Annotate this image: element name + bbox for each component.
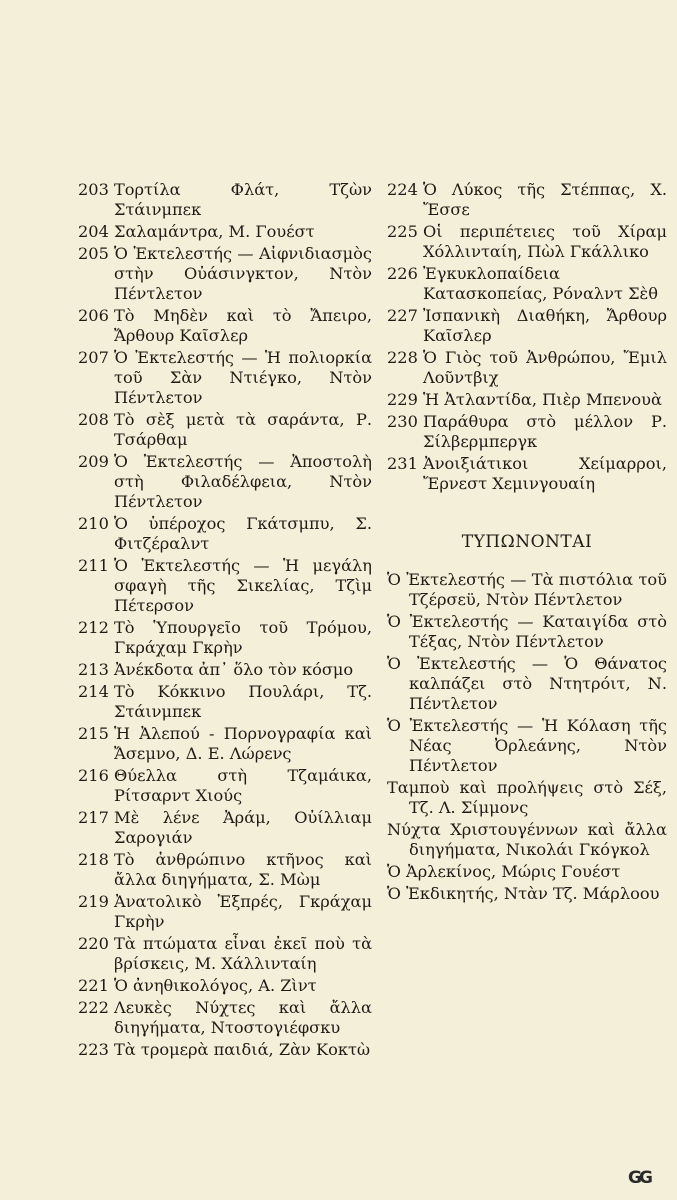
entry-number: 223 xyxy=(78,1040,109,1059)
entry-title: Τὸ Μηδὲν καὶ τὸ Ἄπειρο, Ἄρθουρ Καῖσλερ xyxy=(114,306,372,345)
entry-number: 209 xyxy=(78,452,109,471)
forthcoming-item: Νύχτα Χριστουγέννων καὶ ἄλλα διηγήματα, Νικολάι Γκόγκολ xyxy=(387,820,667,859)
entry-number: 208 xyxy=(78,410,109,429)
forthcoming-heading: ΤΥΠΩΝΟΝΤΑΙ xyxy=(461,532,593,552)
catalog-entry xyxy=(78,766,372,806)
catalog-entry xyxy=(78,724,372,764)
entry-number: 206 xyxy=(78,306,109,325)
catalog-entry xyxy=(78,222,372,242)
entry-title: Ἐγκυκλοπαίδεια Κατασκοπείας, Ρόναλντ Σὲθ xyxy=(423,264,658,303)
catalog-entry xyxy=(78,618,372,658)
catalog-entry xyxy=(387,306,667,346)
catalog-entry xyxy=(78,244,372,304)
catalog-entry xyxy=(78,306,372,346)
forthcoming-list xyxy=(387,570,667,904)
forthcoming-item: Ὁ Ἐκδικητής, Ντὰν Τζ. Μάρλοου xyxy=(387,884,660,903)
entry-title: Τὸ Ὑπουργεῖο τοῦ Τρόμου, Γκράχαμ Γκρὴν xyxy=(114,618,372,657)
entry-number: 207 xyxy=(78,348,109,367)
entry-title: Τὰ πτώματα εἶναι ἐκεῖ ποὺ τὰ βρίσκεις, Μ. Χάλλινταίη xyxy=(114,934,372,973)
entry-title: Ἡ Ἀλεπού - Πορνογραφία καὶ Ἄσεμνο, Δ. Ε. Λώρενς xyxy=(114,724,372,763)
entry-title: Ὁ Γιὸς τοῦ Ἀνθρώπου, Ἔμιλ Λοῦντβιχ xyxy=(423,348,667,387)
forthcoming-item: Ταμποὺ καὶ προλήψεις στὸ Σέξ, Τζ. Λ. Σίμμονς xyxy=(387,778,667,817)
entry-number: 203 xyxy=(78,180,109,199)
forthcoming-item: Ὁ Ἀρλεκίνος, Μώρις Γουέστ xyxy=(387,862,621,881)
entry-title: Θύελλα στὴ Τζαμάικα, Ρίτσαρντ Χιούς xyxy=(114,766,372,805)
entry-number: 205 xyxy=(78,244,109,263)
entry-number: 215 xyxy=(78,724,109,743)
catalog-entry xyxy=(78,976,372,996)
entry-number: 216 xyxy=(78,766,109,785)
catalog-entry xyxy=(78,934,372,974)
catalog-entry xyxy=(387,222,667,262)
forthcoming-item: Ὁ Ἐκτελεστής — Ἡ Κόλαση τῆς Νέας Ὀρλεάνης, Ντὸν Πέντλετον xyxy=(387,716,667,775)
forthcoming-item: Ὁ Ἐκτελεστής — Ὁ Θάνατος καλπάζει στὸ Ντητρόιτ, Ν. Πέντλετον xyxy=(387,654,667,713)
catalog-entry xyxy=(387,180,667,220)
catalog-entry xyxy=(387,264,667,304)
entry-number: 229 xyxy=(387,390,418,409)
entry-number: 221 xyxy=(78,976,109,995)
entry-title: Τορτίλα Φλάτ, Τζὼν Στάινμπεκ xyxy=(114,180,372,219)
catalog-right-column xyxy=(387,180,667,906)
entry-title: Τὸ ἀνθρώπινο κτῆνος καὶ ἄλλα διηγήματα, Σ. Μὼμ xyxy=(114,850,372,889)
catalog-entry xyxy=(78,452,372,512)
entry-title: Τὸ Κόκκινο Πουλάρι, Τζ. Στάινμπεκ xyxy=(114,682,372,721)
entry-title: Ὁ Ἐκτελεστής — Αἰφνιδιασμὸς στὴν Οὐάσινγκτον, Ντὸν Πέντλετον xyxy=(114,244,372,303)
entry-number: 210 xyxy=(78,514,109,533)
entry-number: 231 xyxy=(387,454,418,473)
entry-title: Ἡ Ἀτλαντίδα, Πιὲρ Μπενουὰ xyxy=(423,390,662,409)
catalog-right-entries xyxy=(387,180,667,494)
catalog-entry xyxy=(78,850,372,890)
entry-number: 225 xyxy=(387,222,418,241)
entry-number: 218 xyxy=(78,850,109,869)
catalog-entry xyxy=(78,1040,372,1060)
entry-title: Παράθυρα στὸ μέλλον Ρ. Σίλβερμπεργκ xyxy=(423,412,667,451)
entry-title: Ἀνατολικὸ Ἐξπρές, Γκράχαμ Γκρὴν xyxy=(114,892,372,931)
entry-number: 211 xyxy=(78,556,109,575)
entry-title: Ὁ ὑπέροχος Γκάτσμπυ, Σ. Φιτζέραλντ xyxy=(114,514,372,553)
entry-title: Λευκὲς Νύχτες καὶ ἄλλα διηγήματα, Ντοστογιέφσκυ xyxy=(114,998,372,1037)
catalog-entry xyxy=(78,180,372,220)
catalog-entry xyxy=(78,660,372,680)
entry-title: Ὁ Ἐκτελεστής — Ἀποστολὴ στὴ Φιλαδέλφεια, Ντὸν Πέντλετον xyxy=(114,452,372,511)
publisher-logo: GG xyxy=(628,1168,650,1188)
entry-number: 213 xyxy=(78,660,109,679)
catalog-entry xyxy=(387,348,667,388)
catalog-entry xyxy=(78,348,372,408)
catalog-entry xyxy=(78,892,372,932)
entry-number: 226 xyxy=(387,264,418,283)
forthcoming-item: Ὁ Ἐκτελεστής — Τὰ πιστόλια τοῦ Τζέρσεϋ, Ντὸν Πέντλετον xyxy=(387,570,667,609)
entry-title: Τὰ τρομερὰ παιδιά, Ζὰν Κοκτὼ xyxy=(114,1040,371,1059)
catalog-entry xyxy=(78,682,372,722)
entry-title: Ἰσπανικὴ Διαθήκη, Ἄρθουρ Καῖσλερ xyxy=(423,306,667,345)
entry-title: Οἱ περιπέτειες τοῦ Χίραμ Χόλλινταίη, Πὼλ Γκάλλικο xyxy=(423,222,667,261)
entry-number: 220 xyxy=(78,934,109,953)
entry-number: 230 xyxy=(387,412,418,431)
entry-title: Ἀνέκδοτα ἀπ᾽ ὅλο τὸν κόσμο xyxy=(114,660,354,679)
entry-title: Τὸ σὲξ μετὰ τὰ σαράντα, Ρ. Τσάρθαμ xyxy=(114,410,372,449)
catalog-left-column xyxy=(78,180,372,1062)
catalog-entry xyxy=(78,514,372,554)
catalog-entry xyxy=(78,998,372,1038)
entry-title: Ὁ Ἐκτελεστής — Ἡ πολιορκία τοῦ Σὰν Ντιέγκο, Ντὸν Πέντλετον xyxy=(114,348,372,407)
entry-title: Ἀνοιξιάτικοι Χείμαρροι, Ἔρνεστ Χεμινγουαίη xyxy=(423,454,667,493)
entry-number: 214 xyxy=(78,682,109,701)
entry-number: 227 xyxy=(387,306,418,325)
entry-number: 222 xyxy=(78,998,109,1017)
forthcoming-item: Ὁ Ἐκτελεστής — Καταιγίδα στὸ Τέξας, Ντὸν Πέντλετον xyxy=(387,612,667,651)
entry-title: Μὲ λένε Ἀράμ, Οὐίλλιαμ Σαρογιάν xyxy=(114,808,372,847)
entry-number: 212 xyxy=(78,618,109,637)
catalog-entry xyxy=(387,412,667,452)
catalog-entry xyxy=(78,808,372,848)
entry-title: Ὁ ἀνηθικολόγος, Α. Ζὶντ xyxy=(114,976,317,995)
entry-number: 204 xyxy=(78,222,109,241)
entry-title: Ὁ Λύκος τῆς Στέππας, Χ. Ἔσσε xyxy=(423,180,667,219)
entry-number: 224 xyxy=(387,180,418,199)
entry-number: 217 xyxy=(78,808,109,827)
catalog-entry xyxy=(387,454,667,494)
catalog-entry xyxy=(78,410,372,450)
catalog-entry xyxy=(78,556,372,616)
entry-title: Σαλαμάντρα, Μ. Γουέστ xyxy=(114,222,315,241)
catalog-entry xyxy=(387,390,667,410)
entry-title: Ὁ Ἐκτελεστής — Ἡ μεγάλη σφαγὴ τῆς Σικελίας, Τζὶμ Πέτερσον xyxy=(114,556,372,615)
entry-number: 228 xyxy=(387,348,418,367)
entry-number: 219 xyxy=(78,892,109,911)
